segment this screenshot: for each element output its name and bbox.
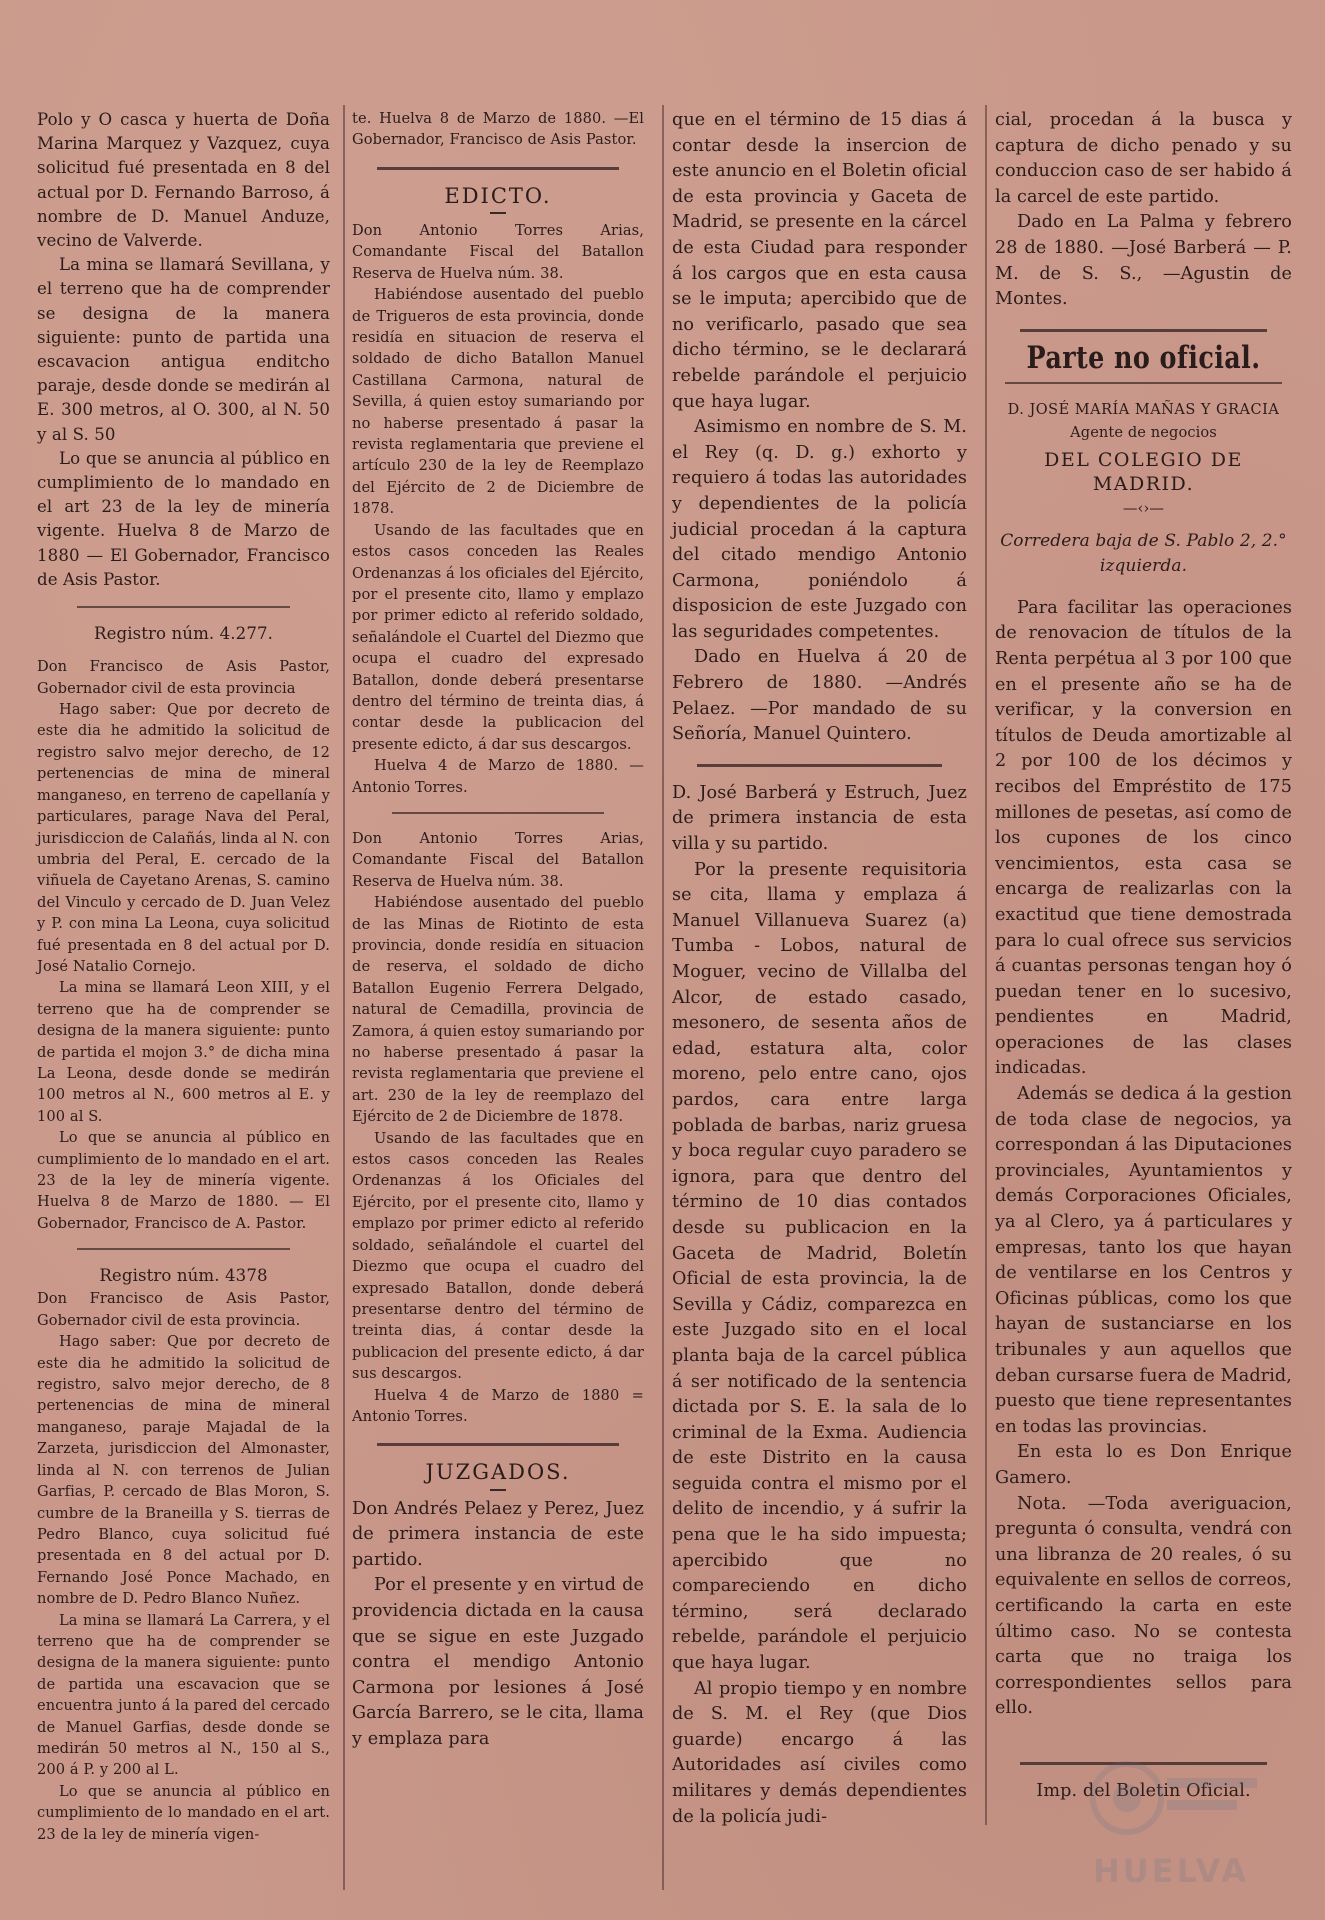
section-divider xyxy=(1020,329,1267,332)
section-divider xyxy=(377,167,619,170)
library-watermark xyxy=(1067,1738,1277,1898)
paragraph: En esta lo es Don Enrique Gamero. xyxy=(995,1442,1292,1488)
registry-intro: Don Francisco de Asis Pastor, Gobernador civil de esta provincia. xyxy=(37,1290,330,1329)
agent-address: Corredera baja de S. Pablo 2, 2.° izquierda. xyxy=(1000,531,1287,576)
paragraph: La mina se llamará Sevillana, y el terreno que ha de comprender se designa de la manera siguiente: punto de partida una escavacion antigua enditcho paraje, desde donde se medirán al E. 300 metros, al O. 300, al N. 50 y al S. 50 xyxy=(37,255,330,444)
paragraph: cial, procedan á la busca y captura de dicho penado y su conduccion caso de ser habido á la carcel de este partido. xyxy=(995,110,1292,207)
agent-name: D. JOSÉ MARÍA MAÑAS Y GRACIA xyxy=(1007,401,1280,418)
paragraph: Habiéndose ausentado del pueblo de Trigueros de esta provincia, donde residía en situacion de reserva el soldado de dicho Batallon Manuel Castillana Carmona, natural de Sevilla, á quien estoy sumariando por no haberse presentado á pasar la revista reglamentaria que previene el artículo 230 de la ley de Reemplazo del Ejército de 2 de Diciembre de 1878. xyxy=(352,286,644,518)
paragraph: te. Huelva 8 de Marzo de 1880. —El Gobernador, Francisco de Asis Pastor. xyxy=(352,110,644,149)
paragraph: que en el término de 15 dias á contar desde la insercion de este anuncio en el Boletin oficial de esta provincia y Gaceta de Madrid, se presente en la cárcel de esta Ciudad para responder á los cargos que en esta causa se le imputa; apercibido que de no verificarlo, pasado que sea dicho término, se le declarará rebelde parándole el perjuicio que haya lugar. xyxy=(672,110,967,412)
spacer xyxy=(995,578,1292,596)
court-intro: Don Andrés Pelaez y Perez, Juez de primera instancia de este partido. xyxy=(352,1498,644,1570)
edict-intro: Don Antonio Torres Arias, Comandante Fiscal del Batallon Reserva de Huelva núm. 38. xyxy=(352,829,644,890)
section-divider xyxy=(392,812,604,814)
agent-college: DEL COLEGIO DE MADRID. xyxy=(1044,448,1243,495)
signature: Huelva 4 de Marzo de 1880 = Antonio Torres. xyxy=(352,1386,644,1425)
paragraph: Usando de las facultades que en estos casos conceden las Reales Ordenanzas á los Oficiales del Ejército, por el presente cito, llamo y emplazo por primer edicto al referido soldado, señalándole el cuartel del Diezmo que ocupa el cuadro del expresado Batallon, donde deberá presentarse dentro del término de treinta dias, á contar desde la publicacion del presente edicto, á dar sus descargos. xyxy=(352,1129,644,1383)
column-divider xyxy=(662,105,664,1890)
spacer xyxy=(995,519,1292,529)
signature: Dado en Huelva á 20 de Febrero de 1880. —Andrés Pelaez. —Por mandado de su Señoría, Manuel Quintero. xyxy=(672,647,967,745)
paragraph: Nota. —Toda averiguacion, pregunta ó consulta, vendrá con una libranza de 20 reales, ó su equivalente en sellos de correos, certificando la carta en este último caso. No se contesta carta que no traiga los correspondientes sellos para ello. xyxy=(995,1493,1292,1719)
column-2 xyxy=(352,108,644,1753)
column-divider xyxy=(343,105,345,1890)
section-title: EDICTO. xyxy=(444,183,552,208)
section-divider xyxy=(377,1443,619,1446)
spacer xyxy=(37,646,330,656)
column-1 xyxy=(37,108,330,1845)
paragraph: Al propio tiempo y en nombre de S. M. el Rey (que Dios guarde) encargo á las Autoridades así civiles como militares y demás dependientes de la policía judi- xyxy=(672,1678,967,1827)
paragraph: Además se dedica á la gestion de toda clase de negocios, ya correspondan á las Diputaciones provinciales, Ayuntamientos y demás Corporaciones Oficiales, ya al Clero, ya á particulares y empresas, tanto los que hayan de ventilarse en los Centros y Oficinas públicas, como los que hayan de sustanciarse en los tribunales y aun aquellos que deban cursarse fuera de Madrid, puesto que tiene representantes en todas las provincias. xyxy=(995,1084,1292,1437)
section-divider xyxy=(77,1248,290,1250)
paragraph: La mina se llamará La Carrera, y el terreno que ha de comprender se designa de la manera siguiente: punto de partida una escavacion que se encuentra junto á la pared del cercado de Manuel Garfias, desde donde se medirán 50 metros al N., 150 al S., 200 á P. y 200 al L. xyxy=(37,1611,330,1779)
court-intro: D. José Barberá y Estruch, Juez de primera instancia de esta villa y su partido. xyxy=(672,782,967,855)
paragraph: Hago saber: Que por decreto de este dia he admitido la solicitud de registro salvo mejor derecho, de 12 pertenencias de mina de mineral manganeso, en terreno de capellanía y particulares, parage Nava del Peral, jurisdiccion de Calañás, linda al N. con umbria del Peral, E. cercado de la viñuela de Cayetano Arenas, S. camino del Vinculo y cercado de D. Juan Velez y P. con mina La Leona, cuya solicitud fué presentada en 8 del actual por D. José Natalio Cornejo. xyxy=(37,701,330,975)
watermark-text: HUELVA xyxy=(1093,1852,1249,1890)
title-dash xyxy=(490,1489,506,1491)
registry-title: Registro núm. 4.277. xyxy=(93,624,274,644)
section-divider xyxy=(697,764,942,767)
printer-imprint: Imp. del Boletin Oficial. xyxy=(1036,1780,1251,1801)
section-divider xyxy=(1005,382,1282,384)
edict-intro: Don Antonio Torres Arias, Comandante Fiscal del Batallon Reserva de Huelva núm. 38. xyxy=(352,222,644,282)
registry-intro: Don Francisco de Asis Pastor, Gobernador civil de esta provincia xyxy=(37,658,330,697)
paragraph: Lo que se anuncia al público en cumplimiento de lo mandado en el art. 23 de la ley de minería vigente. Huelva 8 de Marzo de 1880. — El Gobernador, Francisco de A. Pastor. xyxy=(37,1129,330,1232)
column-3 xyxy=(672,108,967,1830)
signature: Dado en La Palma y febrero 28 de 1880. —José Barberá — P. M. de S. S., —Agustin de Montes. xyxy=(995,212,1292,310)
paragraph: Por la presente requisitoria se cita, llama y emplaza á Manuel Villanueva Suarez (a) Tumba - Lobos, natural de Moguer, vecino de Villalba del Alcor, de estado casado, mesonero, de sesenta años de edad, estatura alta, color moreno, pelo entre cano, ojos pardos, cara entre larga poblada de barbas, nariz gruesa y boca regular cuyo paradero se ignora, para que dentro del término de 10 dias contados desde su publicacion en la Gaceta de Madrid, Boletín Oficial de esta provincia, la de Sevilla y Cádiz, comparezca en este Juzgado sito en el local planta baja de la carcel pública á ser notificado de la sentencia dictada por S. E. la sala de lo criminal de la Exma. Audiencia de este Distrito en la causa seguida contra el mismo por el delito de incendio, y á sufrir la pena que le ha sido impuesta; apercibido que no compareciendo en dicho término, será declarado rebelde, parándole el perjuicio que haya lugar. xyxy=(672,859,967,1674)
column-divider xyxy=(985,105,987,1825)
registry-title: Registro núm. 4378 xyxy=(99,1266,268,1286)
paragraph: Polo y O casca y huerta de Doña Marina Marquez y Vazquez, cuya solicitud fué presentada en 8 del actual por D. Fernando Barroso, á nombre de D. Manuel Anduze, vecino de Valverde. xyxy=(37,110,330,251)
paragraph: La mina se llamará Leon XIII, y el terreno que ha de comprender se designa de la manera siguiente: punto de partida el mojon 3.° de dicha mina La Leona, desde donde se medirán 100 metros al N., 600 metros al E. y 100 al S. xyxy=(37,979,330,1125)
paragraph: Para facilitar las operaciones de renovacion de títulos de la Renta perpétua al 3 por 100 que en el presente año se ha de verificar, y la conversion en títulos de Deuda amortizable al 2 por 100 de los décimos y recibos del Empréstito de 175 millones de pesetas, así como de los cupones de los cinco vencimientos, esta casa se encarga de realizarlas con la exactitud que tiene demostrada para lo cual ofrece sus servicios á cuantas personas tengan hoy ó puedan tener en lo sucesivo, pendientes en Madrid, operaciones de las clases indicadas. xyxy=(995,597,1292,1079)
agent-role: Agente de negocios xyxy=(1070,424,1217,442)
paragraph: Lo que se anuncia al público en cumplimiento de lo mandado en el art. 23 de la ley de minería vigen- xyxy=(37,1782,330,1843)
paragraph: Asimismo en nombre de S. M. el Rey (q. D. g.) exhorto y requiero á todas las autoridades y dependientes de la policía judicial procedan á la captura del citado mendigo Antonio Carmona, poniéndolo á disposicion de este Juzgado con las seguridades competentes. xyxy=(672,417,967,642)
paragraph: Usando de las facultades que en estos casos conceden las Reales Ordenanzas á los oficiales del Ejército, por el presente cito, llamo y emplazo por primer edicto al referido soldado, señalándole el Cuartel del Diezmo que ocupa el cuadro del expresado Batallon, donde deberá presentarse dentro del término de treinta dias, á contar desde la publicacion del presente edicto, á dar sus descargos. xyxy=(352,521,644,753)
paragraph: Habiéndose ausentado del pueblo de las Minas de Riotinto de esta provincia, donde residía en situacion de reserva, el soldado de dicho Batallon Eugenio Ferrera Delgado, natural de Cemadilla, provincia de Zamora, á quien estoy sumariando por no haberse presentado á pasar la revista reglamentaria que previene el art. 230 de la ley de reemplazo del Ejército de 2 de Diciembre de 1878. xyxy=(352,894,644,1126)
paragraph: Lo que se anuncia al público en cumplimiento de lo mandado en el art 23 de la ley de minería vigente. Huelva 8 de Marzo de 1880 — El Gobernador, Francisco de Asis Pastor. xyxy=(37,448,330,589)
title-dash xyxy=(490,212,506,214)
column-4 xyxy=(995,108,1292,1805)
section-divider xyxy=(77,606,290,608)
ornament: —‹›— xyxy=(1122,499,1165,517)
section-title: JUZGADOS. xyxy=(425,1460,571,1485)
signature: Huelva 4 de Marzo de 1880. — Antonio Torres. xyxy=(352,757,644,796)
paragraph: Por el presente y en virtud de providencia dictada en la causa que se sigue en este Juzgado contra el mendigo Antonio Carmona por lesiones á José García Barrero, se le cita, llama y emplaza para xyxy=(352,1575,644,1749)
section-title: Parte no oficial. xyxy=(1026,339,1261,376)
paragraph: Hago saber: Que por decreto de este dia he admitido la solicitud de registro, salvo mejor derecho, de 8 pertenencias de mina de mineral manganeso, paraje Majadal de la Zarzeta, jurisdiccion del Almonaster, linda al N. con terrenos de Julian Garfias, P. cercado de Blas Moron, S. cumbre de la Braneilla y S. tierras de Pedro Blanco, cuya solicitud fué presentada en 8 del actual por D. Fernando José Ponce Machado, en nombre de D. Pedro Blanco Nuñez. xyxy=(37,1333,330,1608)
